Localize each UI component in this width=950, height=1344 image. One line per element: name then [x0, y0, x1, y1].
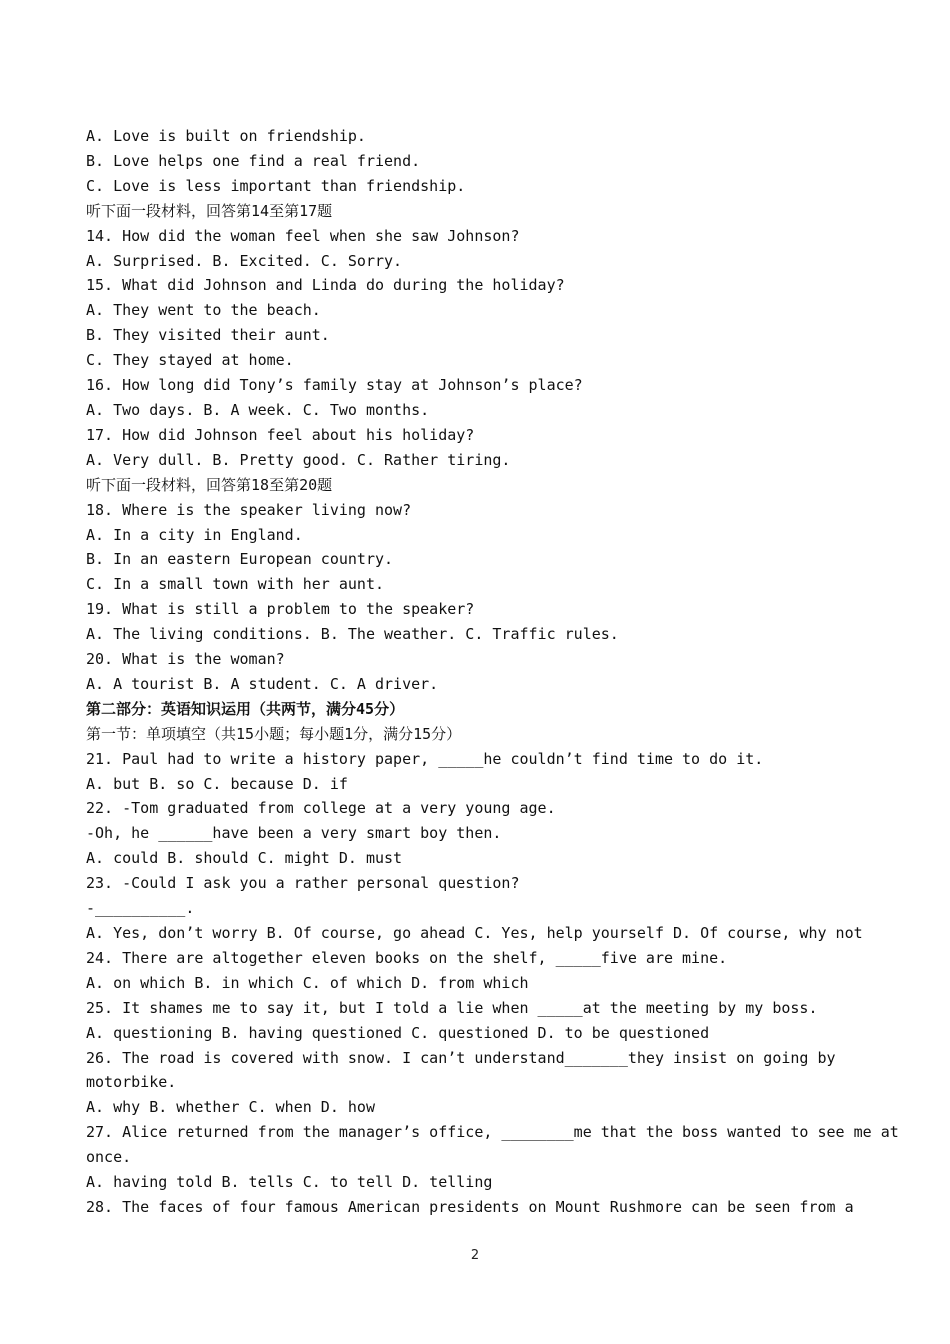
question-line: 18. Where is the speaker living now?: [86, 500, 412, 519]
question-line: 20. What is the woman?: [86, 650, 285, 669]
option-line: A. Yes, don’t worry B. Of course, go ahead C. Yes, help yourself D. Of course, why not: [86, 924, 863, 942]
option-line: B. They visited their aunt.: [86, 326, 330, 345]
option-line: C. In a small town with her aunt.: [86, 575, 385, 594]
question-line: 16. How long did Tony’s family stay at Johnson’s place?: [86, 376, 583, 395]
option-line: C. Love is less important than friendship.: [86, 176, 466, 195]
option-line: A. Surprised. B. Excited. C. Sorry.: [86, 251, 403, 270]
option-line: A. In a city in England.: [86, 525, 303, 544]
instruction-line: 听下面一段材料，回答第18至第20题: [86, 475, 333, 494]
option-line: A. questioning B. having questioned C. questioned D. to be questioned: [86, 1023, 710, 1042]
page-number: 2: [470, 1248, 480, 1263]
option-line: A. They went to the beach.: [86, 301, 321, 320]
option-line: A. could B. should C. might D. must: [86, 849, 403, 868]
question-line: -__________.: [86, 899, 195, 918]
option-line: B. In an eastern European country.: [86, 550, 394, 569]
question-line: 15. What did Johnson and Linda do during the holiday?: [86, 276, 565, 295]
question-line: 23. -Could I ask you a rather personal question?: [86, 874, 520, 893]
option-line: A. Love is built on friendship.: [86, 127, 366, 145]
question-line: 21. Paul had to write a history paper, _____he couldn’t find time to do it.: [86, 749, 764, 768]
question-line: motorbike.: [86, 1073, 177, 1092]
option-line: A. The living conditions. B. The weather. C. Traffic rules.: [86, 625, 619, 644]
question-line: 19. What is still a problem to the speaker?: [86, 600, 475, 619]
option-line: A. Two days. B. A week. C. Two months.: [86, 400, 430, 419]
question-line: 27. Alice returned from the manager’s office, ________me that the boss wanted to see me at: [86, 1123, 899, 1142]
question-line: once.: [86, 1148, 132, 1167]
option-line: A. having told B. tells C. to tell D. telling: [86, 1173, 493, 1192]
option-line: C. They stayed at home.: [86, 351, 294, 370]
subsection-heading: 第一节：单项填空（共15小题；每小题1分，满分15分）: [86, 724, 462, 743]
option-line: A. on which B. in which C. of which D. from which: [86, 973, 529, 992]
question-line: -Oh, he ______have been a very smart boy then.: [86, 824, 502, 843]
option-line: A. Very dull. B. Pretty good. C. Rather tiring.: [86, 450, 511, 469]
option-line: B. Love helps one find a real friend.: [86, 151, 421, 170]
option-line: A. but B. so C. because D. if: [86, 774, 348, 793]
question-line: 26. The road is covered with snow. I can’t understand_______they insist on going by: [86, 1048, 836, 1067]
question-line: 24. There are altogether eleven books on the shelf, _____five are mine.: [86, 948, 728, 967]
option-line: A. A tourist B. A student. C. A driver.: [86, 674, 439, 693]
page-content: [86, 124, 899, 1220]
instruction-line: 听下面一段材料，回答第14至第17题: [86, 201, 333, 220]
question-line: 17. How did Johnson feel about his holiday?: [86, 425, 475, 444]
question-line: 14. How did the woman feel when she saw Johnson?: [86, 226, 520, 245]
question-line: 28. The faces of four famous American presidents on Mount Rushmore can be seen from a: [86, 1197, 854, 1216]
option-line: A. why B. whether C. when D. how: [86, 1098, 375, 1117]
section-heading: 第二部分：英语知识运用（共两节，满分45分）: [86, 699, 405, 718]
question-line: 22. -Tom graduated from college at a very young age.: [86, 799, 556, 818]
question-line: 25. It shames me to say it, but I told a lie when _____at the meeting by my boss.: [86, 998, 818, 1017]
